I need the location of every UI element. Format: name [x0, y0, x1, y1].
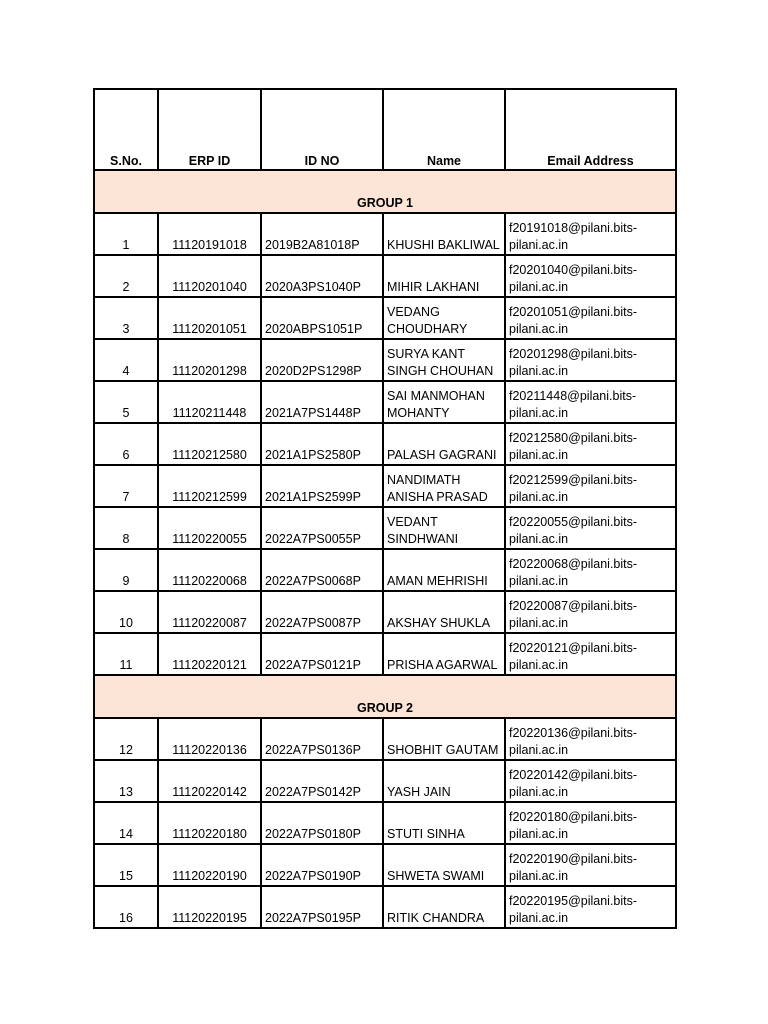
cell-erp-id: 11120212599: [158, 465, 261, 507]
col-header-name: Name: [383, 89, 505, 170]
email-line-1: f20220121@pilani.bits-: [509, 641, 638, 655]
cell-name: YASH JAIN: [383, 760, 505, 802]
cell-sno: 13: [94, 760, 158, 802]
email-line-2: pilani.ac.in: [509, 615, 569, 630]
email-line-1: f20220068@pilani.bits-: [509, 557, 638, 571]
cell-id-no: 2021A1PS2599P: [261, 465, 383, 507]
cell-erp-id: 11120201040: [158, 255, 261, 297]
cell-id-no: 2020A3PS1040P: [261, 255, 383, 297]
email-line-2: pilani.ac.in: [509, 237, 569, 252]
cell-email: [505, 507, 676, 549]
email-line-2: pilani.ac.in: [509, 363, 569, 378]
email-line-1: f20212580@pilani.bits-: [509, 431, 638, 445]
table-row: [94, 760, 676, 802]
table-row: [94, 549, 676, 591]
cell-id-no: 2021A1PS2580P: [261, 423, 383, 465]
email-line-2: pilani.ac.in: [509, 531, 569, 546]
email-line-2: pilani.ac.in: [509, 279, 569, 294]
cell-erp-id: 11120220087: [158, 591, 261, 633]
cell-name: SHOBHIT GAUTAM: [383, 718, 505, 760]
cell-email: [505, 549, 676, 591]
cell-name: NANDIMATH ANISHA PRASAD: [383, 465, 505, 507]
cell-name: SURYA KANT SINGH CHOUHAN: [383, 339, 505, 381]
cell-sno: 11: [94, 633, 158, 675]
cell-email: [505, 297, 676, 339]
table-row: [94, 633, 676, 675]
cell-sno: 12: [94, 718, 158, 760]
email-line-1: f20220055@pilani.bits-: [509, 515, 638, 529]
cell-id-no: 2022A7PS0180P: [261, 802, 383, 844]
email-line-2: pilani.ac.in: [509, 447, 569, 462]
email-line-1: f20211448@pilani.bits-: [509, 389, 637, 403]
email-line-1: f20220087@pilani.bits-: [509, 599, 638, 613]
email-line-1: f20220180@pilani.bits-: [509, 810, 638, 824]
cell-id-no: 2022A7PS0068P: [261, 549, 383, 591]
cell-sno: 5: [94, 381, 158, 423]
cell-name: PALASH GAGRANI: [383, 423, 505, 465]
table-row: [94, 591, 676, 633]
cell-name: STUTI SINHA: [383, 802, 505, 844]
cell-erp-id: 11120220121: [158, 633, 261, 675]
table-row: [94, 465, 676, 507]
group-label: GROUP 1: [94, 170, 676, 213]
cell-name: AMAN MEHRISHI: [383, 549, 505, 591]
email-line-2: pilani.ac.in: [509, 321, 569, 336]
cell-erp-id: 11120220195: [158, 886, 261, 928]
cell-erp-id: 11120191018: [158, 213, 261, 255]
cell-erp-id: 11120212580: [158, 423, 261, 465]
table-row: [94, 255, 676, 297]
cell-erp-id: 11120220190: [158, 844, 261, 886]
cell-erp-id: 11120211448: [158, 381, 261, 423]
cell-sno: 1: [94, 213, 158, 255]
cell-email: [505, 802, 676, 844]
cell-email: [505, 255, 676, 297]
table-row: [94, 297, 676, 339]
cell-email: [505, 591, 676, 633]
cell-erp-id: 11120220068: [158, 549, 261, 591]
cell-email: [505, 633, 676, 675]
cell-name: VEDANG CHOUDHARY: [383, 297, 505, 339]
email-line-1: f20201040@pilani.bits-: [509, 263, 638, 277]
table-row: [94, 507, 676, 549]
cell-id-no: 2019B2A81018P: [261, 213, 383, 255]
cell-id-no: 2022A7PS0136P: [261, 718, 383, 760]
cell-sno: 6: [94, 423, 158, 465]
cell-id-no: 2022A7PS0087P: [261, 591, 383, 633]
cell-erp-id: 11120220180: [158, 802, 261, 844]
cell-sno: 2: [94, 255, 158, 297]
cell-erp-id: 11120201051: [158, 297, 261, 339]
col-header-sno: S.No.: [94, 89, 158, 170]
cell-name: AKSHAY SHUKLA: [383, 591, 505, 633]
cell-name: KHUSHI BAKLIWAL: [383, 213, 505, 255]
cell-email: [505, 844, 676, 886]
cell-sno: 3: [94, 297, 158, 339]
student-table: [93, 88, 677, 929]
header-row: [94, 89, 676, 170]
email-line-2: pilani.ac.in: [509, 573, 569, 588]
email-line-1: f20191018@pilani.bits-: [509, 221, 638, 235]
col-header-email: Email Address: [505, 89, 676, 170]
cell-email: [505, 465, 676, 507]
email-line-2: pilani.ac.in: [509, 910, 569, 925]
cell-id-no: 2022A7PS0121P: [261, 633, 383, 675]
cell-name: SHWETA SWAMI: [383, 844, 505, 886]
table-row: [94, 886, 676, 928]
col-header-erp-id: ERP ID: [158, 89, 261, 170]
cell-email: [505, 718, 676, 760]
email-line-2: pilani.ac.in: [509, 826, 569, 841]
cell-email: [505, 339, 676, 381]
email-line-2: pilani.ac.in: [509, 742, 569, 757]
cell-sno: 7: [94, 465, 158, 507]
cell-id-no: 2022A7PS0190P: [261, 844, 383, 886]
table-row: [94, 718, 676, 760]
cell-id-no: 2020D2PS1298P: [261, 339, 383, 381]
table-row: [94, 802, 676, 844]
cell-id-no: 2021A7PS1448P: [261, 381, 383, 423]
cell-email: [505, 760, 676, 802]
table-row: [94, 423, 676, 465]
col-header-id-no: ID NO: [261, 89, 383, 170]
cell-sno: 15: [94, 844, 158, 886]
cell-email: [505, 886, 676, 928]
cell-id-no: 2022A7PS0195P: [261, 886, 383, 928]
cell-sno: 9: [94, 549, 158, 591]
cell-sno: 4: [94, 339, 158, 381]
cell-email: [505, 381, 676, 423]
cell-sno: 14: [94, 802, 158, 844]
cell-id-no: 2022A7PS0055P: [261, 507, 383, 549]
cell-erp-id: 11120201298: [158, 339, 261, 381]
table-body: [94, 170, 676, 928]
cell-id-no: 2020ABPS1051P: [261, 297, 383, 339]
email-line-2: pilani.ac.in: [509, 405, 569, 420]
cell-name: MIHIR LAKHANI: [383, 255, 505, 297]
cell-email: [505, 423, 676, 465]
email-line-2: pilani.ac.in: [509, 868, 569, 883]
email-line-2: pilani.ac.in: [509, 784, 569, 799]
email-line-1: f20220142@pilani.bits-: [509, 768, 638, 782]
cell-name: RITIK CHANDRA: [383, 886, 505, 928]
cell-name: SAI MANMOHAN MOHANTY: [383, 381, 505, 423]
email-line-2: pilani.ac.in: [509, 489, 569, 504]
cell-erp-id: 11120220055: [158, 507, 261, 549]
table-row: [94, 213, 676, 255]
email-line-1: f20201051@pilani.bits-: [509, 305, 638, 319]
group-label: GROUP 2: [94, 675, 676, 718]
table-row: [94, 844, 676, 886]
email-line-1: f20201298@pilani.bits-: [509, 347, 638, 361]
group-header-row: [94, 170, 676, 213]
email-line-1: f20220195@pilani.bits-: [509, 894, 638, 908]
cell-name: VEDANT SINDHWANI: [383, 507, 505, 549]
group-header-row: [94, 675, 676, 718]
email-line-1: f20220190@pilani.bits-: [509, 852, 638, 866]
cell-email: [505, 213, 676, 255]
email-line-1: f20220136@pilani.bits-: [509, 726, 638, 740]
cell-sno: 8: [94, 507, 158, 549]
cell-erp-id: 11120220142: [158, 760, 261, 802]
cell-id-no: 2022A7PS0142P: [261, 760, 383, 802]
email-line-2: pilani.ac.in: [509, 657, 569, 672]
table-row: [94, 339, 676, 381]
table-row: [94, 381, 676, 423]
cell-sno: 16: [94, 886, 158, 928]
email-line-1: f20212599@pilani.bits-: [509, 473, 638, 487]
cell-name: PRISHA AGARWAL: [383, 633, 505, 675]
cell-sno: 10: [94, 591, 158, 633]
cell-erp-id: 11120220136: [158, 718, 261, 760]
